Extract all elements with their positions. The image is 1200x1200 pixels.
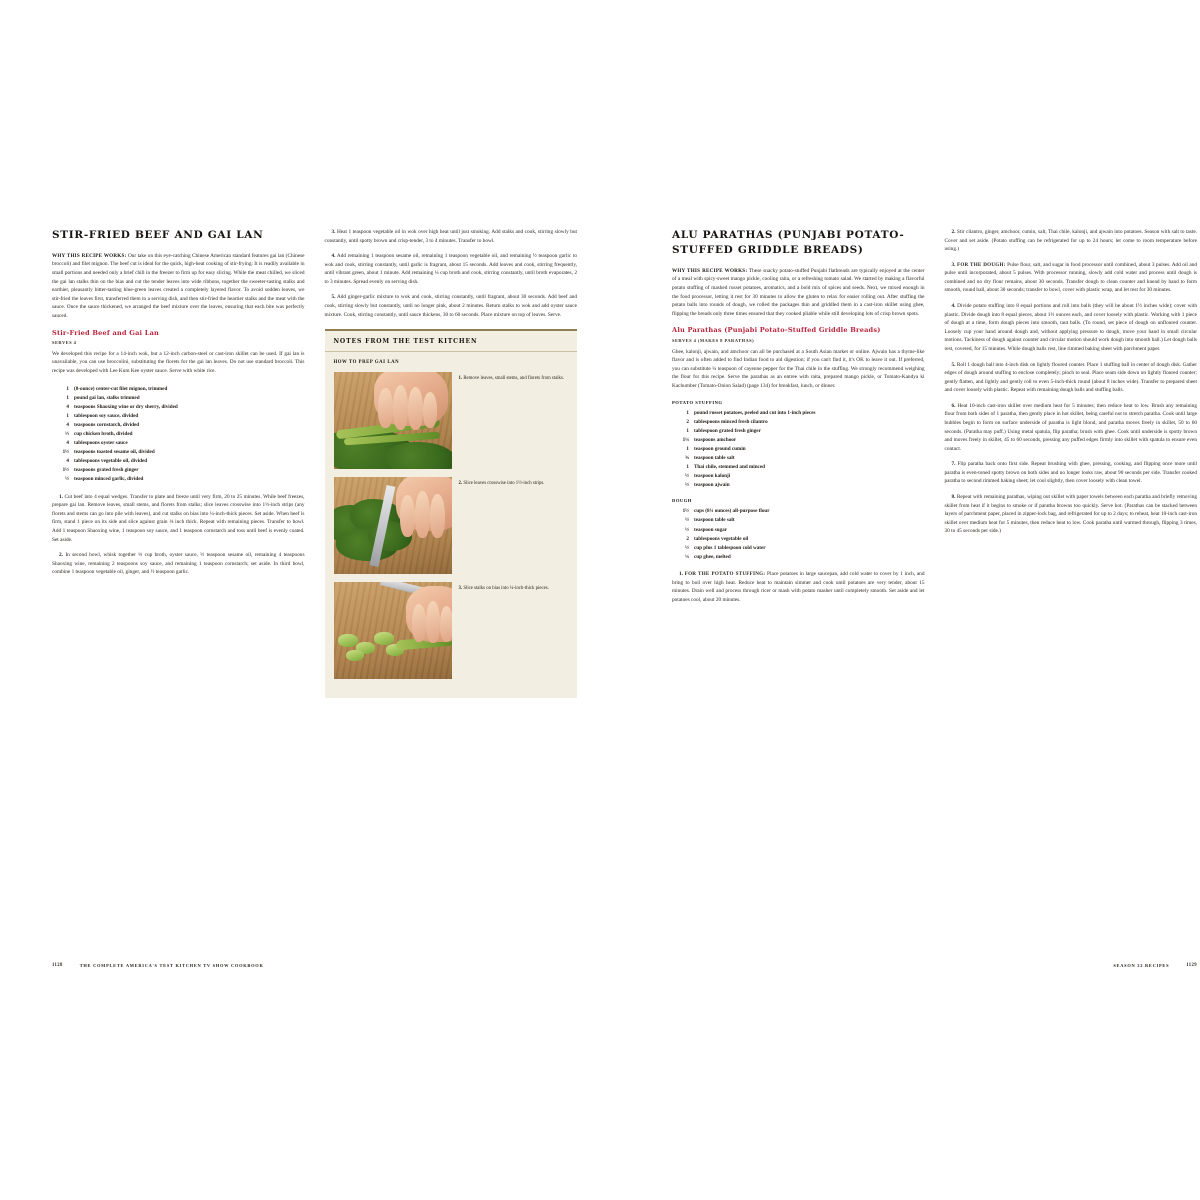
gai-lan-leaves	[386, 442, 452, 469]
ingredient-item	[52, 457, 305, 466]
finger	[415, 491, 430, 538]
finger	[412, 604, 426, 642]
prep-step-row	[334, 582, 569, 679]
prep-step-row	[334, 372, 569, 469]
ingredient-text: teaspoon ajwain	[694, 481, 730, 488]
ingredient-amount: ½	[685, 544, 689, 551]
step-text: Repeat with remaining parathas, wiping out skillet with paper towels between each paratha and briefly removing skillet from heat if it begins to smoke or if paratha browns too quickly. Serve hot. (Parathas can be stacked between layers of parchment paper, placed in zipper-lock bag, and refrigerated for up to 2 days; to reheat, heat 10-inch cast-iron skillet over medium heat for 5 minutes, then reduce heat to low. Cook paratha until warmed through, flipping 3 times, 30 to 45 seconds per side.)	[944, 494, 1197, 535]
page-title: ALU PARATHAS (PUNJABI POTATO-STUFFED GRIDDLE BREADS)	[672, 229, 905, 256]
ingredient-item	[52, 475, 305, 484]
why-this-recipe-works-label: WHY THIS RECIPE WORKS:	[52, 252, 127, 259]
ingredient-item	[672, 454, 925, 463]
ingredient-item	[672, 526, 925, 535]
ingredient-amount: 1	[686, 445, 689, 452]
ingredient-text: tablespoons oyster sauce	[74, 439, 128, 446]
ingredient-group-heading: DOUGH	[672, 498, 692, 504]
step-number: 3.	[951, 261, 956, 268]
notes-box-body	[325, 352, 578, 698]
right-column-1	[672, 228, 925, 918]
caption-number: 3.	[458, 586, 463, 592]
ingredient-text: (8-ounce) center-cut filet mignon, trimmed	[74, 385, 168, 392]
recipe-step	[945, 361, 1198, 395]
recipe-step	[52, 493, 305, 544]
right-page-columns	[672, 228, 1197, 918]
left-page	[52, 228, 577, 968]
ingredient-item	[672, 427, 925, 436]
finger	[430, 494, 445, 538]
ingredient-item	[52, 394, 305, 403]
step-text: Add ginger-garlic mixture to wok and cook, stirring constantly, until fragrant, about 30 seconds. Add beef and cook, stirring slowly but constantly, until no longer pink, about 2 minutes. Return stalks to wok and add oyster sauce mixture. Cook, stirring constantly, until sauce thickens, 30 to 60 seconds. Place mixture on top of leaves. Serve.	[324, 294, 577, 318]
ingredient-text: tablespoons vegetable oil	[694, 535, 749, 542]
ingredient-item	[672, 436, 925, 445]
ingredient-item	[672, 516, 925, 525]
ingredient-text: teaspoons toasted sesame oil, divided	[74, 448, 155, 455]
step-number: 5.	[951, 361, 956, 368]
finger	[440, 606, 452, 642]
left-page-footer	[52, 963, 577, 968]
recipe-headnote: We developed this recipe for a 14-inch wok, but a 12-inch carbon-steel or cast-iron skillet can be used. If gai lan is unavailable, you can use broccolini, substituting the florets for the gai lan leaves. Do not use standard broccoli. This recipe was developed with Lee Kum Kee oyster sauce. Serve with white rice.	[52, 350, 305, 375]
ingredient-item	[52, 385, 305, 394]
ingredient-text: teaspoon ground cumin	[694, 445, 746, 452]
ingredient-text: teaspoons grated fresh ginger	[74, 467, 139, 474]
ingredient-amount: 1	[66, 385, 69, 392]
ingredient-text: tablespoon soy sauce, divided	[74, 412, 139, 419]
ingredient-text: pound russet potatoes, peeled and cut into 1-inch pieces	[694, 409, 816, 416]
ingredient-amount: ½	[685, 481, 689, 488]
ingredient-amount: 1¼	[682, 436, 689, 443]
step-number: 1.	[59, 493, 63, 500]
caption-number: 1.	[458, 376, 463, 382]
ingredient-item	[52, 448, 305, 457]
prep-step-row	[334, 477, 569, 574]
step-text: Stir cilantro, ginger, amchoor, cumin, salt, Thai chile, kalonji, and ajwain into potatoes. Season with salt to taste. Cover and set aside. (Potato stuffing can be refrigerated for up to 24 hours; let come to room temperature before using.)	[944, 229, 1197, 253]
step-number: 5.	[331, 294, 336, 301]
right-page-footer	[672, 963, 1197, 968]
step-number: 6.	[951, 402, 956, 409]
caption-text: Slice stalks on bias into ¼-inch-thick pieces.	[463, 586, 549, 592]
step-number: 3.	[331, 229, 336, 235]
ingredient-amount: 1	[686, 427, 689, 434]
ingredient-item	[672, 418, 925, 427]
ingredient-item	[52, 466, 305, 475]
ingredient-amount: 1½	[682, 508, 689, 515]
finger	[400, 495, 415, 537]
ingredient-item	[672, 445, 925, 454]
ingredient-amount: 2	[686, 418, 689, 425]
sliced-stalk-piece	[346, 650, 364, 661]
step-text: Heat 1 teaspoon vegetable oil in wok over high heat until just smoking. Add stalks and cook, stirring slowly but constantly, until spotty brown and crisp-tender, 3 to 4 minutes. Transfer to bowl.	[324, 229, 577, 244]
running-head: THE COMPLETE AMERICA'S TEST KITCHEN TV SHOW COOKBOOK	[79, 963, 264, 968]
ingredient-amount: 1	[686, 463, 689, 470]
ingredient-item	[672, 481, 925, 490]
ingredient-item	[672, 553, 925, 562]
step-text: Cut beef into 4 equal wedges. Transfer to plate and freeze until very firm, 20 to 25 minutes. While beef freezes, prepare gai lan. Remove leaves, small stems, and florets from stalks; slice leaves crosswise into 1½-inch strips (any florets and stems can go into pile with leaves), and cut stalks on bias into ¼-inch-thick pieces. Set aside. When beef is firm, stand 1 piece on its side and slice against grain ⅛ inch thick. Repeat with remaining pieces. Transfer to bowl. Add 1 teaspoon Shaoxing wine, 1 teaspoon soy sauce, and 1 teaspoon cornstarch and toss until beef is evenly coated. Set aside.	[52, 493, 305, 543]
recipe-step	[945, 228, 1198, 254]
ingredient-amount: ½	[685, 517, 689, 524]
ingredient-amount: 1	[66, 412, 69, 419]
right-page	[672, 228, 1197, 968]
why-this-recipe-works-paragraph	[52, 252, 305, 321]
ingredient-text: teaspoon kalonji	[694, 472, 731, 479]
notes-box-title: NOTES FROM THE TEST KITCHEN	[325, 331, 578, 352]
ingredient-text: cup ghee, melted	[694, 553, 731, 560]
ingredient-item	[52, 430, 305, 439]
ingredient-amount: 4	[66, 457, 69, 464]
ingredient-amount: ¾	[685, 454, 689, 461]
ingredient-item	[672, 544, 925, 553]
prep-photo-caption	[459, 582, 569, 593]
finger	[423, 392, 437, 428]
ingredient-item	[672, 535, 925, 544]
step-text: Heat 10-inch cast-iron skillet over medium heat for 5 minutes; then reduce heat to low. Brush any remaining flour from both sides of 1 paratha, then gently place in hot skillet, being careful not to stretch paratha. Cook until large bubbles begin to form on surface underside of paratha is light blond, and paratha moves freely in skillet, 50 to 60 seconds. (Paratha may puff.) Using metal spatula, flip paratha; brush with ghee. Cook until underside is spotty brown and moves freely in skillet, 45 to 60 seconds, pressing any puffed edges firmly into skillet with spatula to ensure even contact.	[944, 402, 1197, 452]
caption-text: Remove leaves, small stems, and florets from stalks.	[463, 376, 565, 382]
recipe-step	[945, 302, 1198, 353]
recipe-step	[325, 252, 578, 286]
page-number: 1128	[52, 963, 63, 968]
step-text: Roll 1 dough ball into 4-inch disk on lightly floured counter. Place 1 stuffing ball in center of dough disk. Gather edges of dough around stuffing to enclose completely; pinch to seal. Place seam side down on lightly floured counter; gently flatten, and lightly and gently roll to even 5-inch-thick round (about 8 inches wide). Transfer to prepared sheet and cover loosely with plastic. Repeat with remaining dough balls and stuffing balls.	[944, 361, 1198, 394]
left-column-1	[52, 228, 305, 918]
notes-box-subtitle: HOW TO PREP GAI LAN	[333, 360, 400, 366]
ingredient-item	[672, 463, 925, 472]
ingredient-text: teaspoons cornstarch, divided	[74, 421, 140, 428]
recipe-step	[945, 402, 1198, 453]
ingredient-amount: 4	[66, 403, 69, 410]
recipe-step	[325, 228, 578, 245]
prep-photo-1	[334, 372, 452, 469]
ingredient-amount: ½	[65, 476, 69, 483]
why-this-recipe-works-text: These snacky potato-stuffed Punjabi flatbreads are typically enjoyed at the center of a meal with spicy-sweet mango pickle, cooling raita, or a refreshing tomato salad. We started by making a flavorful potato stuffing of mashed russet potatoes, aromatics, and a bold mix of spices and seeds. Next, we mixed enough in the food processor, letting it rest for 30 minutes to allow the gluten to relax for easier rolling out. After stuffing the potato balls into rounds of dough, we rolled the packages thin and griddled them in a cast-iron skillet using ghee, flipping the breads only three times ensured that they cooked pliable while still developing lots of crisp brown spots.	[672, 267, 925, 317]
ingredient-item	[672, 472, 925, 481]
ingredient-amount: 4	[66, 421, 69, 428]
ingredient-item	[52, 412, 305, 421]
step-number: 1.	[679, 571, 683, 578]
ingredient-text: teaspoon table salt	[694, 454, 735, 461]
ingredient-text: teaspoons amchoor	[694, 436, 737, 443]
ingredient-list	[52, 385, 305, 484]
ingredient-text: teaspoon sugar	[694, 526, 727, 533]
why-this-recipe-works-text: Our take on this eye-catching Chinese American standard features gai lan (Chinese broccoli) and filet mignon. The beef cut is ideal for the quick, high-heat cooking of stir-frying: It is readily available in small portions and needed only a brief chill in the freezer to firm up for easy slicing. While the meat chilled, we sliced the gai lan stalks thin on the bias and cut the tender leaves into wide ribbons, together the sweeter-tasting stalks and earthier, pleasantly bitter-tasting blue-green leaves created a completely layered flavor. To avoid sodden leaves, we stir-fried the leaves first, transferred them to a serving dish, and then stir-fried the heartier stalks and the meat with the sauce. Once the sauce thickened, we arranged the beef mixture over the leaves, ensuring that each bite was perfectly sauced.	[52, 252, 305, 319]
ingredient-text: tablespoon grated fresh ginger	[694, 427, 761, 434]
left-column-2	[325, 228, 578, 918]
recipe-step	[945, 460, 1198, 486]
finger	[408, 387, 423, 430]
ingredient-item	[52, 439, 305, 448]
ingredient-text: cup plus 1 tablespoon cold water	[694, 544, 766, 551]
why-this-recipe-works-label: WHY THIS RECIPE WORKS:	[672, 267, 748, 274]
prep-photo-caption	[459, 477, 569, 488]
ingredient-amount: ½	[685, 472, 689, 479]
ingredient-list	[672, 507, 925, 561]
recipe-title: Alu Parathas (Punjabi Potato-Stuffed Griddle Breads)	[672, 326, 881, 335]
right-column-2	[945, 228, 1198, 918]
ingredient-text: Thai chile, stemmed and minced	[694, 463, 765, 470]
caption-number: 2.	[458, 481, 463, 487]
recipe-title: Stir-Fried Beef and Gai Lan	[52, 328, 160, 337]
recipe-step	[672, 570, 925, 604]
ingredient-amount: ½	[685, 526, 689, 533]
prep-photo-3	[334, 582, 452, 679]
ingredient-amount: 1	[66, 394, 69, 401]
ingredient-text: pound gai lan, stalks trimmed	[74, 394, 140, 401]
ingredient-amount: ⅓	[65, 430, 69, 437]
step-number: 2.	[59, 552, 63, 559]
recipe-step	[325, 293, 578, 319]
step-number: 4.	[331, 253, 336, 260]
notes-from-test-kitchen-box	[325, 329, 578, 698]
ingredient-text: teaspoon minced garlic, divided	[74, 476, 144, 483]
ingredient-list	[672, 409, 925, 490]
ingredient-group-heading: POTATO STUFFING	[672, 399, 723, 405]
step-sublabel: FOR THE DOUGH:	[956, 261, 1006, 268]
why-this-recipe-works-paragraph	[672, 267, 925, 318]
ingredient-amount: 2	[686, 535, 689, 542]
recipe-headnote: Ghee, kalonji, ajwain, and amchoor can all be purchased at a South Asian market or online. Ajwain has a thyme-like flavor and is often added to find Indian food to aid digestion; if you can't find it, it's OK to leave it out. If preferred, you can substitute ¼ teaspoon of cayenne pepper for the Thai chile in the stuffing. We strongly recommend weighing the flour for this recipe. Serve the parathas as an entree with raita, prepared mango pickle, or Tomato-Kandya ki Kachumber (Tomato-Onion Salad) (page 134) for breakfast, lunch, or dinner.	[672, 348, 925, 389]
ingredient-text: tablespoons minced fresh cilantro	[694, 418, 768, 425]
page-title: STIR-FRIED BEEF AND GAI LAN	[52, 229, 264, 241]
prep-photo-caption	[459, 372, 569, 383]
sliced-stalk-piece	[374, 632, 394, 645]
ingredient-item	[52, 403, 305, 412]
finger	[378, 388, 393, 428]
recipe-yield: SERVES 4 (MAKES 8 PARATHAS)	[672, 337, 755, 343]
ingredient-text: cups (8¼ ounces) all-purpose flour	[694, 508, 770, 515]
step-text: Flip paratha back onto first side. Repeat brushing with ghee, pressing, cooking, and flipping once more until paratha is even-toned spotty brown on both sides and no longer looks raw, about 90 seconds per side. Transfer cooked paratha to second rimmed baking sheet; let cool slightly, then cover loosely with clean towel.	[944, 461, 1198, 485]
recipe-yield: SERVES 4	[52, 339, 77, 345]
step-text: Place potatoes in large saucepan, add cold water to cover by 1 inch, and bring to boil over high heat. Reduce heat to maintain simmer and cook until potatoes are very tender, about 15 minutes. Drain well and process through ricer or mash with potato masher until completely smooth. Set aside and let potatoes cool, about 20 minutes.	[672, 571, 925, 603]
ingredient-text: tablespoons vegetable oil, divided	[74, 457, 148, 464]
step-text: Pulse flour, salt, and sugar in food processor until combined, about 3 pulses. Add oil and pulse until incorporated, about 5 pulses. With processor running, slowly add cold water and process until dough is combined and no dry flour remains, about 30 seconds. Transfer dough to clean counter and knead by hand to form smooth, round ball, about 30 seconds; transfer to bowl, cover with plastic wrap, and let rest for 30 minutes.	[944, 261, 1198, 294]
recipe-step	[52, 551, 305, 577]
running-head: SEASON 22 RECIPES	[1113, 963, 1170, 968]
step-number: 2.	[951, 229, 956, 235]
ingredient-amount: ¼	[685, 553, 689, 560]
recipe-step	[945, 261, 1198, 295]
ingredient-text: cup chicken broth, divided	[74, 430, 133, 437]
page-number: 1129	[1186, 963, 1197, 968]
step-number: 7.	[951, 461, 956, 468]
step-text: Divide potato stuffing into 8 equal portions and roll into balls (they will be about 1½ inches wide); cover with plastic. Divide dough into 8 equal pieces, about 1½ ounces each, and cover loosely with plastic. Working with 1 piece of dough at a time, form dough pieces into smooth, taut balls. (To round, set piece of dough on unfloured counter. Loosely cup your hand around dough and, without applying pressure to dough, move your hand in small circular motions. Tackiness of dough against counter and circular motion should work dough into smooth ball.) Let dough balls rest, covered, for 15 minutes. While dough balls rest, line rimmed baking sheet with parchment paper.	[944, 303, 1197, 352]
finger	[426, 601, 440, 643]
ingredient-item	[672, 409, 925, 418]
left-page-columns	[52, 228, 577, 918]
finger	[393, 385, 408, 430]
ingredient-amount: 1	[686, 409, 689, 416]
caption-text: Slice leaves crosswise into 1½-inch strips.	[463, 481, 545, 487]
sliced-stalk-piece	[338, 634, 358, 647]
ingredient-item	[52, 421, 305, 430]
ingredient-text: teaspoons Shaoxing wine or dry sherry, divided	[74, 403, 178, 410]
ingredient-amount: 1½	[62, 448, 69, 455]
step-sublabel: FOR THE POTATO STUFFING:	[684, 571, 766, 578]
ingredient-text: teaspoon table salt	[694, 517, 735, 524]
step-number: 4.	[951, 303, 956, 310]
ingredient-amount: 4	[66, 439, 69, 446]
step-text: Add remaining 1 teaspoon sesame oil, remaining 1 teaspoon vegetable oil, and remaining ½ teaspoon garlic to wok and cook, stirring constantly, until garlic is fragrant, about 15 seconds. Add leaves and cook, stirring frequently, until vibrant green, about 1 minute. Add remaining ¼ cup broth and cook, stirring constantly, until broth evaporates, 2 to 3 minutes. Spread evenly on serving dish.	[324, 253, 577, 285]
step-text: In second bowl, whisk together ⅓ cup broth, oyster sauce, ½ teaspoon sesame oil, remaining 4 teaspoons Shaoxing wine, remaining 2 teaspoons soy sauce, and remaining 1 teaspoon cornstarch; set aside. In third bowl, combine 1 teaspoon vegetable oil, ginger, and ½ teaspoon garlic.	[52, 552, 305, 576]
recipe-step	[945, 493, 1198, 536]
step-number: 8.	[951, 494, 956, 501]
ingredient-amount: 1½	[62, 467, 69, 474]
prep-photo-2	[334, 477, 452, 574]
ingredient-item	[672, 507, 925, 516]
